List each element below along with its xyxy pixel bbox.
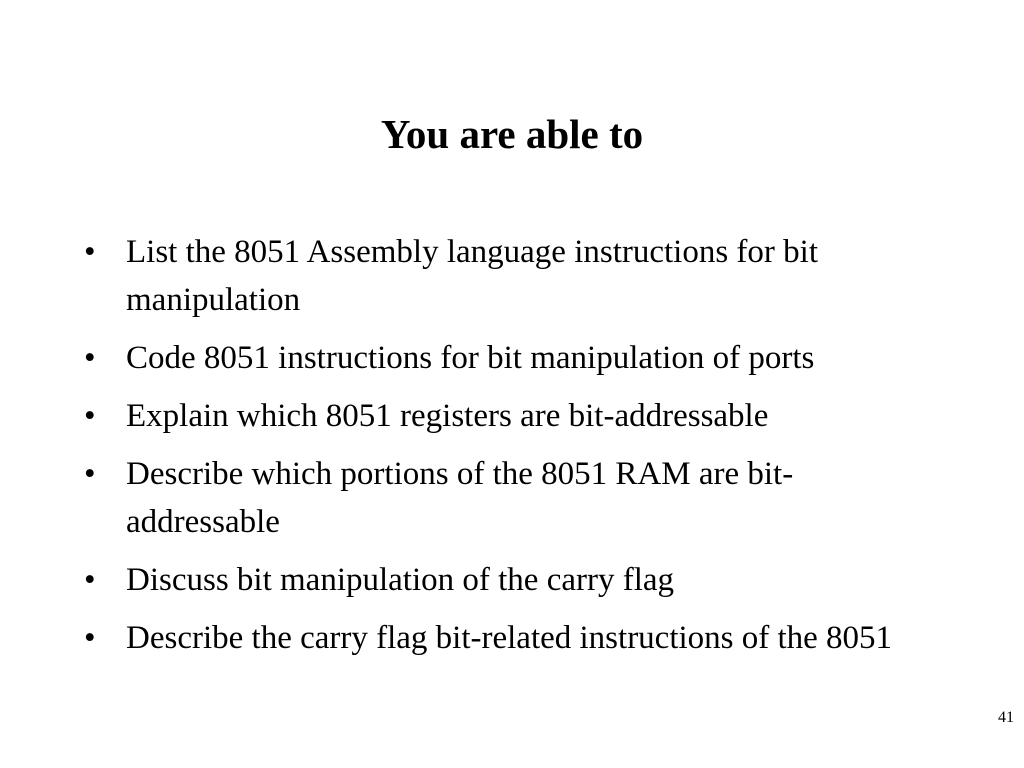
bullet-text: Discuss bit manipulation of the carry flag: [126, 562, 675, 598]
slide-title: You are able to: [380, 111, 644, 157]
list-item: [84, 556, 944, 604]
bullet-text: Code 8051 instructions for bit manipulation of ports: [126, 340, 815, 376]
bullet-text: Describe the carry flag bit-related instructions of the 8051: [126, 620, 893, 656]
list-item: [84, 228, 944, 324]
bullet-text: List the 8051 Assembly language instructions for bit manipulation: [126, 234, 819, 318]
list-item: [84, 334, 944, 382]
bullet-list: [84, 228, 944, 672]
bullet-icon: •: [84, 234, 96, 270]
bullet-text: Explain which 8051 registers are bit-addressable: [126, 398, 769, 434]
bullet-icon: •: [84, 340, 96, 376]
list-item: [84, 392, 944, 440]
bullet-icon: •: [84, 456, 96, 492]
bullet-icon: •: [84, 562, 96, 598]
bullet-icon: •: [84, 398, 96, 434]
slide-number: 41: [998, 709, 1014, 726]
list-item: [84, 450, 944, 546]
bullet-text: Describe which portions of the 8051 RAM are bit-addressable: [126, 456, 794, 540]
list-item: [84, 614, 944, 662]
bullet-icon: •: [84, 620, 96, 656]
